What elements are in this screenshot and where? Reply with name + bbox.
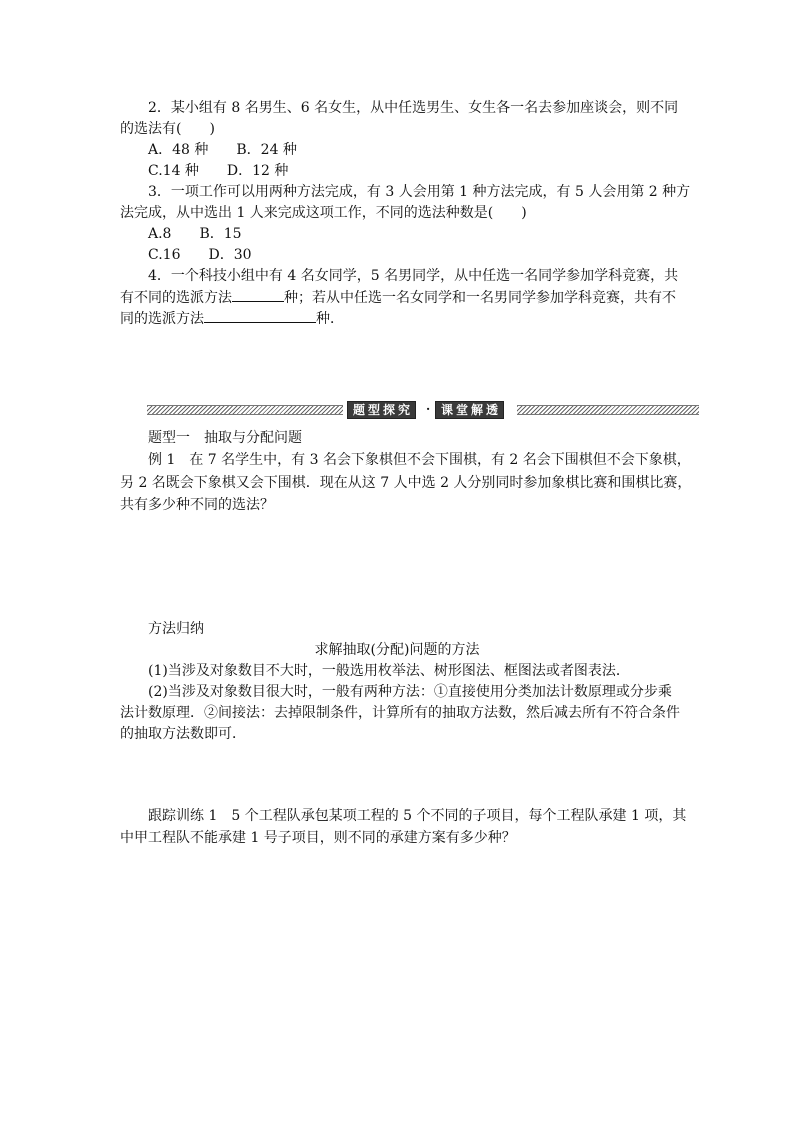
banner-separator: · bbox=[426, 402, 431, 416]
section-title: 题型一 抽取与分配问题 bbox=[148, 430, 302, 446]
training-line-1: 跟踪训练 1 5 个工程队承包某项工程的 5 个不同的子项目，每个工程队承建 1 项，其 bbox=[148, 808, 687, 824]
q2-line-1: 2．某小组有 8 名男生、6 名女生，从中任选男生、女生各一名去参加座谈会，则不同 bbox=[148, 100, 679, 116]
method-title: 求解抽取(分配)问题的方法 bbox=[314, 642, 480, 658]
section-banner bbox=[147, 401, 699, 417]
q3-line-2: 法完成，从中选出 1 人来完成这项工作，不同的选法种数是( ) bbox=[120, 205, 527, 221]
q3-options-cd: C.16 D．30 bbox=[148, 247, 252, 263]
banner-hatch-left bbox=[147, 405, 343, 415]
q4-line-2-part-a: 有不同的选派方法 bbox=[120, 290, 232, 306]
answer-blank-1[interactable] bbox=[232, 287, 284, 302]
method-item-2-line-3: 的抽取方法数即可． bbox=[120, 726, 246, 742]
method-item-2-line-2: 法计数原理．②间接法：去掉限制条件，计算所有的抽取方法数，然后减去所有不符合条件 bbox=[120, 705, 680, 721]
q2-options-cd: C.14 种 D．12 种 bbox=[148, 163, 289, 179]
method-item-2-line-1: (2)当涉及对象数目很大时，一般有两种方法：①直接使用分类加法计数原理或分步乘 bbox=[148, 684, 672, 700]
example-1-line-3: 共有多少种不同的选法？ bbox=[120, 497, 274, 513]
example-1-line-2: 另 2 名既会下象棋又会下围棋．现在从这 7 人中选 2 人分别同时参加象棋比赛和围棋比赛， bbox=[120, 475, 692, 491]
q2-options-ab: A．48 种 B．24 种 bbox=[148, 142, 297, 158]
method-item-1: (1)当涉及对象数目不大时，一般选用枚举法、树形图法、框图法或者图表法． bbox=[148, 663, 630, 679]
q4-line-2 bbox=[120, 287, 676, 309]
example-1-line-1: 例 1 在 7 名学生中，有 3 名会下象棋但不会下围棋，有 2 名会下围棋但不会下象棋， bbox=[148, 452, 691, 468]
q2-line-2: 的选法有( ) bbox=[120, 121, 215, 137]
q4-line-1: 4．一个科技小组中有 4 名女同学，5 名男同学，从中任选一名同学参加学科竞赛，共 bbox=[148, 268, 679, 284]
method-heading: 方法归纳 bbox=[148, 621, 204, 637]
banner-label-1: 题型探究 bbox=[347, 401, 416, 419]
banner-hatch-right bbox=[517, 405, 699, 415]
q4-line-3-part-b: 种． bbox=[316, 311, 344, 327]
training-line-2: 中甲工程队不能承建 1 号子项目，则不同的承建方案有多少种？ bbox=[120, 830, 516, 846]
q3-line-1: 3．一项工作可以用两种方法完成，有 3 人会用第 1 种方法完成，有 5 人会用第 2 种方 bbox=[148, 184, 691, 200]
q4-line-3 bbox=[120, 308, 344, 330]
banner-label-2: 课堂解透 bbox=[435, 401, 504, 419]
answer-blank-2[interactable] bbox=[204, 308, 316, 323]
q4-line-2-part-b: 种；若从中任选一名女同学和一名男同学参加学科竞赛，共有不 bbox=[284, 290, 676, 306]
q4-line-3-part-a: 同的选派方法 bbox=[120, 311, 204, 327]
q3-options-ab: A.8 B．15 bbox=[148, 226, 242, 242]
